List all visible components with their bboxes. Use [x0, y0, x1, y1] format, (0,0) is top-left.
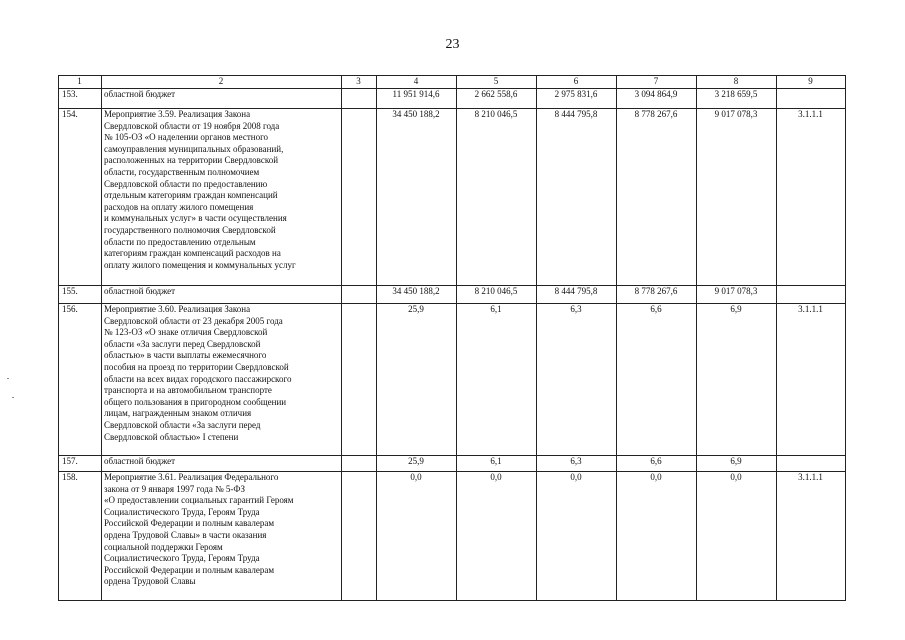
column-header-7: 7 — [653, 76, 659, 86]
row-value: 6,9 — [730, 304, 742, 314]
row-value: 9 017 078,3 — [714, 109, 758, 119]
row-code: 3.1.1.1 — [798, 304, 823, 314]
row-value: 3 094 864,9 — [634, 89, 678, 99]
row-value: 8 210 046,5 — [474, 109, 518, 119]
scan-speck — [7, 378, 9, 379]
row-description: Мероприятие 3.59. Реализация Закона Свердловской области от 19 ноября 2008 года № 105-ОЗ «О наделении органов местного самоуправления муниципальных образований, расположенных на территории Свердловской области, государственным полномочием Свердловской области по предоставлению отдельным категориям граждан компенсаций расходов на оплату жилого помещения и коммунальных услуг» в части осуществления государственного полномочия Свердловской области по предоставлению отдельным категориям граждан компенсаций расходов на оплату жилого помещения и коммунальных услуг — [104, 109, 296, 270]
column-divider — [536, 75, 537, 601]
row-value: 34 450 188,2 — [392, 286, 440, 296]
row-index: 154. — [62, 109, 78, 119]
row-value: 6,1 — [490, 304, 502, 314]
column-header-8: 8 — [733, 76, 739, 86]
row-value: 25,9 — [408, 304, 424, 314]
column-divider — [101, 75, 102, 601]
row-description: областной бюджет — [104, 286, 176, 296]
column-divider — [845, 75, 846, 601]
row-value: 8 444 795,8 — [554, 109, 598, 119]
row-value: 2 975 831,6 — [554, 89, 598, 99]
row-value: 8 778 267,6 — [634, 286, 678, 296]
column-divider — [58, 75, 59, 601]
column-header-4: 4 — [413, 76, 419, 86]
row-index: 156. — [62, 304, 78, 314]
row-value: 6,3 — [570, 456, 582, 466]
scan-speck — [12, 397, 14, 398]
column-header-1: 1 — [77, 76, 82, 86]
row-index: 153. — [62, 89, 78, 99]
row-index: 157. — [62, 456, 78, 466]
row-value: 6,1 — [490, 456, 502, 466]
row-value: 0,0 — [570, 472, 582, 482]
row-value: 6,6 — [650, 304, 662, 314]
row-value: 0,0 — [650, 472, 662, 482]
column-divider — [341, 75, 342, 601]
row-value: 8 210 046,5 — [474, 286, 518, 296]
row-value: 6,9 — [730, 456, 742, 466]
column-header-6: 6 — [573, 76, 579, 86]
row-value: 34 450 188,2 — [392, 109, 440, 119]
row-code: 3.1.1.1 — [798, 109, 823, 119]
row-index: 155. — [62, 286, 78, 296]
column-header-9: 9 — [808, 76, 813, 86]
row-value: 8 778 267,6 — [634, 109, 678, 119]
row-divider — [58, 600, 846, 601]
row-value: 11 951 914,6 — [392, 89, 440, 99]
column-header-5: 5 — [493, 76, 499, 86]
column-divider — [376, 75, 377, 601]
column-divider — [696, 75, 697, 601]
column-divider — [456, 75, 457, 601]
row-value: 0,0 — [410, 472, 422, 482]
row-description: Мероприятие 3.61. Реализация Федерального закона от 9 января 1997 года № 5-ФЗ «О предоставлении социальных гарантий Героям Социалистического Труда, Героям Труда Российской Федерации и полным кавалерам ордена Трудовой Славы» в части оказания социальной поддержки Героям Социалистического Труда, Героям Труда Российской Федерации и полным кавалерам ордена Трудовой Славы — [104, 472, 294, 587]
row-value: 2 662 558,6 — [474, 89, 518, 99]
row-value: 0,0 — [490, 472, 502, 482]
column-header-2: 2 — [218, 76, 224, 86]
column-header-3: 3 — [356, 76, 361, 86]
row-description: Мероприятие 3.60. Реализация Закона Свердловской области от 23 декабря 2005 года № 123-ОЗ «О знаке отличия Свердловской области «За заслуги перед Свердловской областью» в части выплаты ежемесячного пособия на проезд по территории Свердловской области на всех видах городского пассажирского транспорта и на автомобильном транспорте общего пользования в пригородном сообщении лицам, награжденным знаком отличия Свердловской области «За заслуги перед Свердловской областью» I степени — [104, 304, 292, 442]
column-divider — [776, 75, 777, 601]
row-value: 3 218 659,5 — [714, 89, 758, 99]
row-value: 6,6 — [650, 456, 662, 466]
row-value: 0,0 — [730, 472, 742, 482]
row-value: 9 017 078,3 — [714, 286, 758, 296]
row-index: 158. — [62, 472, 78, 482]
row-code: 3.1.1.1 — [798, 472, 823, 482]
row-description: областной бюджет — [104, 456, 176, 466]
column-divider — [616, 75, 617, 601]
row-description: областной бюджет — [104, 89, 176, 99]
row-value: 6,3 — [570, 304, 582, 314]
row-value: 8 444 795,8 — [554, 286, 598, 296]
row-value: 25,9 — [408, 456, 424, 466]
page-number: 23 — [445, 37, 460, 52]
